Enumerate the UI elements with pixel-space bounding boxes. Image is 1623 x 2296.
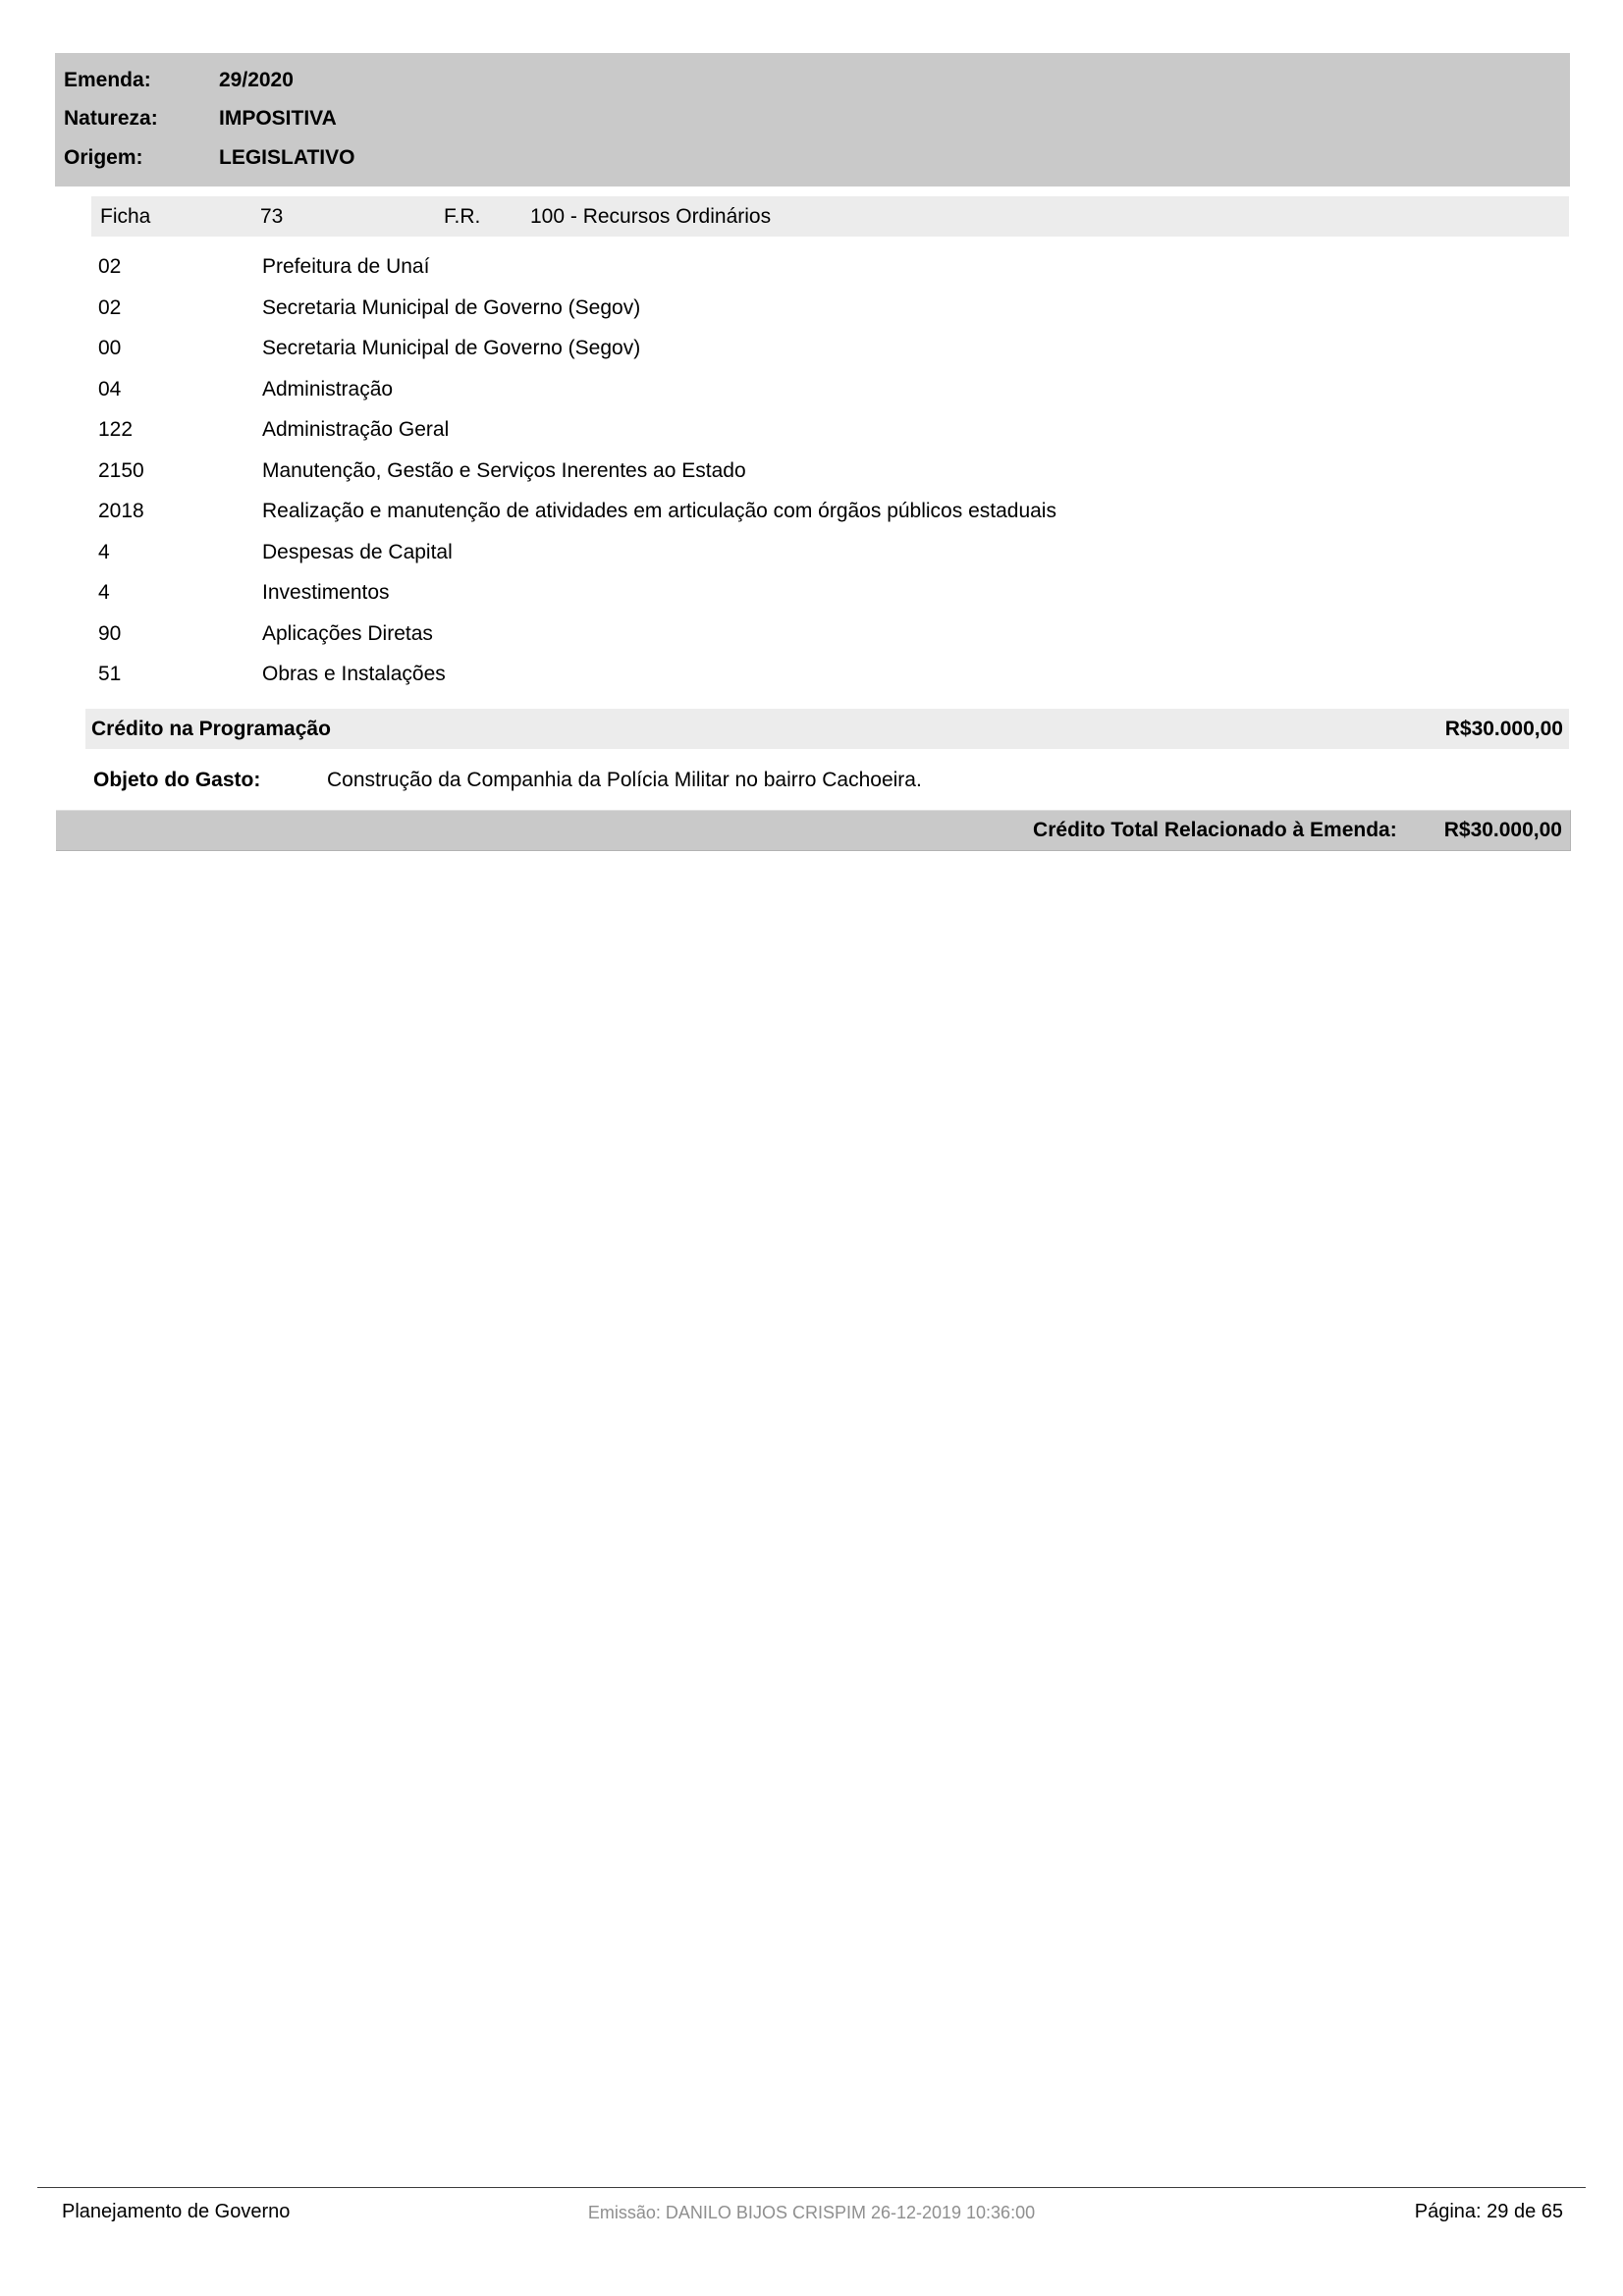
row-description: Despesas de Capital <box>262 540 453 563</box>
origem-label: Origem: <box>64 145 143 169</box>
row-code: 02 <box>98 255 122 279</box>
footer <box>0 2201 1623 2226</box>
row-description: Aplicações Diretas <box>262 621 433 645</box>
classification-row <box>98 328 1571 369</box>
origem-value: LEGISLATIVO <box>219 145 355 169</box>
classification-row <box>98 654 1571 695</box>
row-description: Administração <box>262 377 394 400</box>
classification-row <box>98 288 1571 329</box>
amendment-header-block <box>55 53 1570 187</box>
emenda-label: Emenda: <box>64 69 151 92</box>
row-description: Manutenção, Gestão e Serviços Inerentes ao Estado <box>262 458 746 482</box>
natureza-value: IMPOSITIVA <box>219 107 337 131</box>
classification-row <box>98 614 1571 655</box>
row-code: 2018 <box>98 500 144 523</box>
classification-row <box>98 491 1571 532</box>
emenda-value: 29/2020 <box>219 69 294 92</box>
natureza-label: Natureza: <box>64 107 158 131</box>
credito-programacao-bar <box>85 709 1569 749</box>
footer-module-name: Planejamento de Governo <box>62 2201 291 2222</box>
row-code: 122 <box>98 418 134 442</box>
row-description: Prefeitura de Unaí <box>262 255 430 279</box>
row-code: 4 <box>98 581 110 605</box>
classification-list <box>98 246 1571 695</box>
classification-row <box>98 369 1571 410</box>
credito-total-label: Crédito Total Relacionado à Emenda: <box>1033 819 1397 841</box>
field-natureza <box>64 108 1570 129</box>
credito-total-value: R$30.000,00 <box>1443 819 1562 841</box>
classification-row <box>98 451 1571 492</box>
field-emenda <box>64 70 1570 90</box>
objeto-gasto-row <box>93 768 1571 792</box>
row-description: Administração Geral <box>262 418 450 442</box>
footer-page-number: Página: 29 de 65 <box>1414 2201 1563 2222</box>
footer-divider <box>37 2187 1586 2188</box>
classification-row <box>98 532 1571 573</box>
objeto-gasto-value: Construção da Companhia da Polícia Militar no bairro Cachoeira. <box>327 769 922 791</box>
row-code: 51 <box>98 663 122 686</box>
objeto-gasto-label: Objeto do Gasto: <box>93 769 261 791</box>
classification-row <box>98 572 1571 614</box>
row-description: Obras e Instalações <box>262 663 446 686</box>
fr-label: F.R. <box>444 204 481 228</box>
row-code: 04 <box>98 377 122 400</box>
row-code: 02 <box>98 295 122 319</box>
credito-programacao-value: R$30.000,00 <box>1444 717 1563 740</box>
credito-total-bar <box>56 810 1571 851</box>
field-origem <box>64 147 1570 168</box>
ficha-number: 73 <box>260 204 284 228</box>
ficha-label: Ficha <box>100 204 151 228</box>
footer-emission-text: Emissão: DANILO BIJOS CRISPIM 26-12-2019 10:36:00 <box>587 2203 1036 2222</box>
row-code: 2150 <box>98 458 144 482</box>
credito-programacao-label: Crédito na Programação <box>91 717 331 740</box>
classification-row <box>98 409 1571 451</box>
row-code: 4 <box>98 540 110 563</box>
fr-value: 100 - Recursos Ordinários <box>530 204 772 228</box>
ficha-bar <box>91 196 1569 237</box>
row-description: Investimentos <box>262 581 390 605</box>
row-code: 90 <box>98 621 122 645</box>
classification-row <box>98 246 1571 288</box>
row-description: Secretaria Municipal de Governo (Segov) <box>262 337 641 360</box>
row-code: 00 <box>98 337 122 360</box>
row-description: Secretaria Municipal de Governo (Segov) <box>262 295 641 319</box>
row-description: Realização e manutenção de atividades em articulação com órgãos públicos estaduais <box>262 500 1056 523</box>
